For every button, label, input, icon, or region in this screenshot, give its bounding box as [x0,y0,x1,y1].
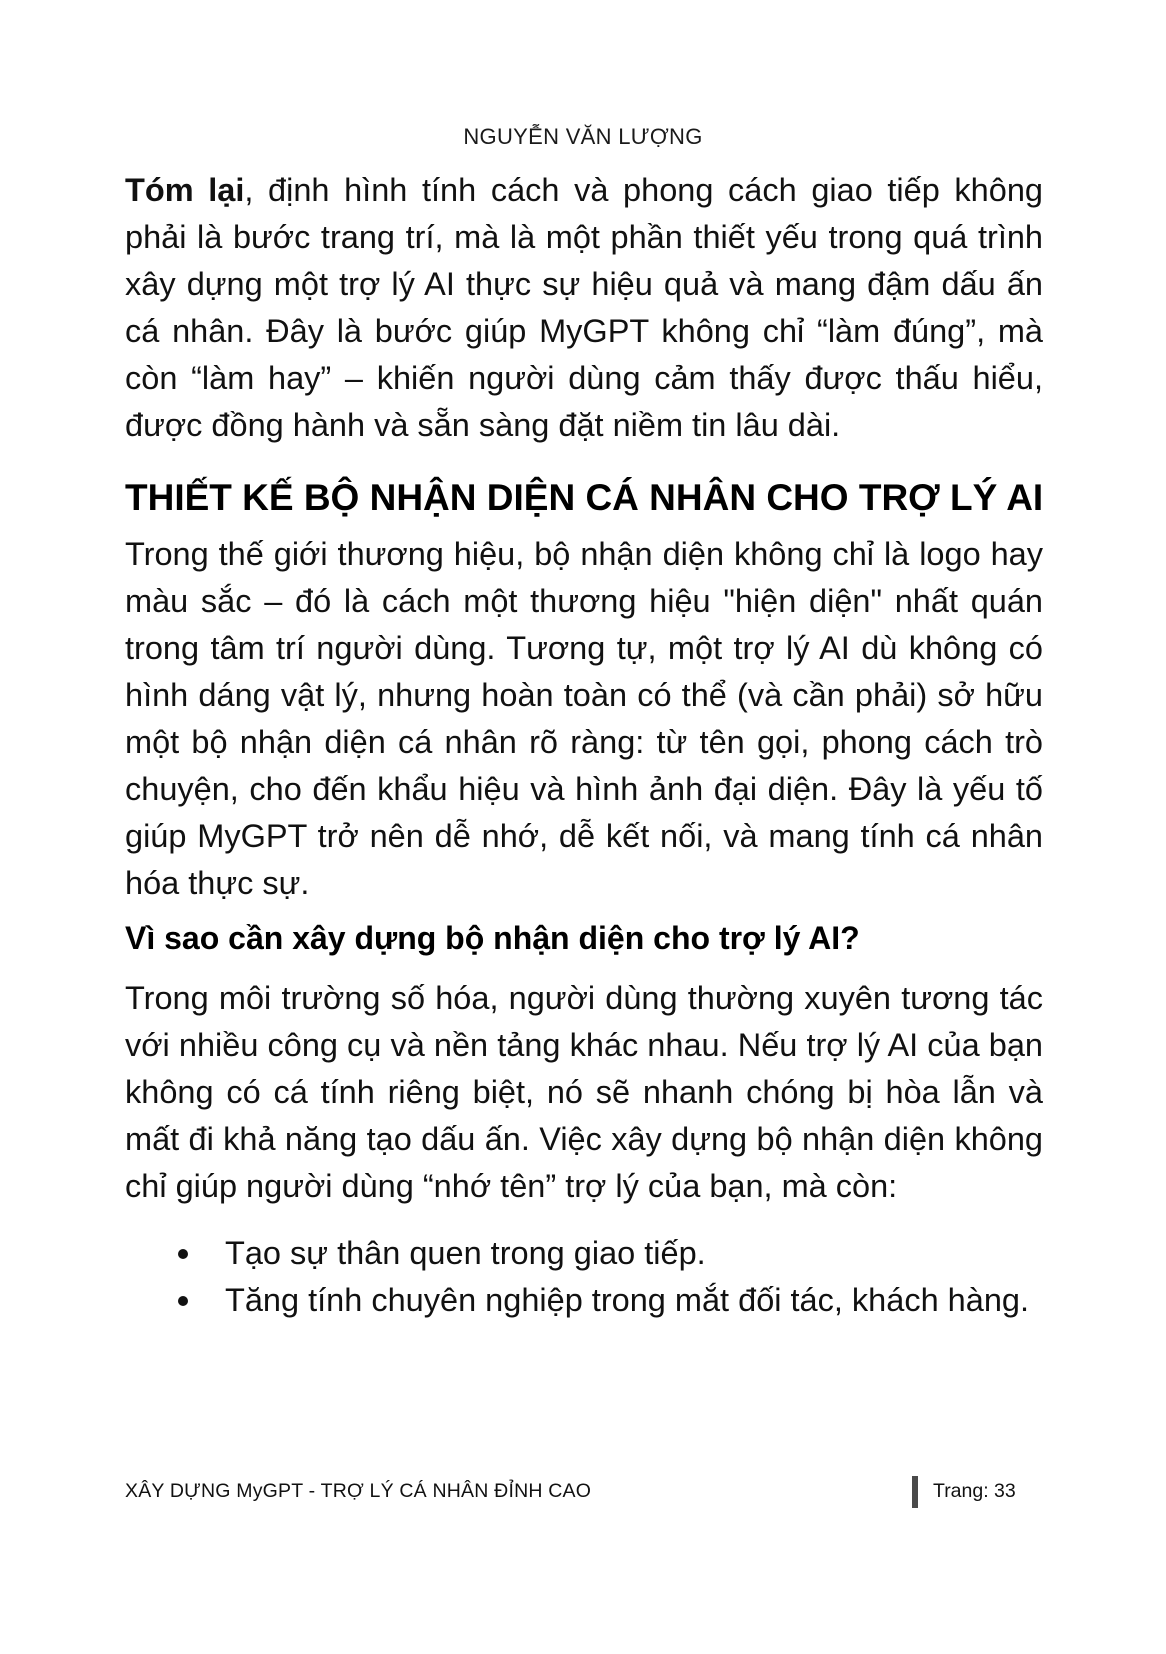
page-content [125,167,1043,1324]
list-item-text: Tăng tính chuyên nghiệp trong mắt đối tác, khách hàng. [225,1282,1030,1318]
section-heading: THIẾT KẾ BỘ NHẬN DIỆN CÁ NHÂN CHO TRỢ LÝ AI [125,477,1044,518]
list-item-text: Tạo sự thân quen trong giao tiếp. [225,1235,706,1271]
running-header-author: NGUYỄN VĂN LƯỢNG [463,124,703,149]
bullet-icon [178,1296,188,1306]
page-footer [125,1476,1043,1508]
subheading-why-identity: Vì sao cần xây dựng bộ nhận diện cho trợ lý AI? [125,920,860,956]
footer-divider-bar [912,1476,918,1508]
list-item [125,1277,1043,1324]
summary-paragraph-text: , định hình tính cách và phong cách giao tiếp không phải là bước trang trí, mà là một phần thiết yếu trong quá trình xây dựng một trợ lý AI thực sự hiệu quả và mang đậm dấu ấn cá nhân. Đây là bước giúp MyGPT không chỉ “làm đúng”, mà còn “làm hay” – khiến người dùng cảm thấy được thấu hiểu, được đồng hành và sẵn sàng đặt niềm tin lâu dài. [125,172,1043,443]
benefits-list [125,1230,1043,1324]
summary-paragraph [125,167,1043,449]
page-number: Trang: 33 [933,1480,1016,1502]
identity-intro-paragraph: Trong thế giới thương hiệu, bộ nhận diện không chỉ là logo hay màu sắc – đó là cách một thương hiệu "hiện diện" nhất quán trong tâm trí người dùng. Tương tự, một trợ lý AI dù không có hình dáng vật lý, nhưng hoàn toàn có thể (và cần phải) sở hữu một bộ nhận diện cá nhân rõ ràng: từ tên gọi, phong cách trò chuyện, cho đến khẩu hiệu và hình ảnh đại diện. Đây là yếu tố giúp MyGPT trở nên dễ nhớ, dễ kết nối, và mang tính cá nhân hóa thực sự. [125,536,1043,901]
footer-book-title: XÂY DỰNG MyGPT - TRỢ LÝ CÁ NHÂN ĐỈNH CAO [125,1480,592,1502]
summary-lead-bold: Tóm lại [125,172,245,208]
bullet-icon [178,1249,188,1259]
list-item [125,1230,1043,1277]
why-identity-paragraph: Trong môi trường số hóa, người dùng thường xuyên tương tác với nhiều công cụ và nền tảng khác nhau. Nếu trợ lý AI của bạn không có cá tính riêng biệt, nó sẽ nhanh chóng bị hòa lẫn và mất đi khả năng tạo dấu ấn. Việc xây dựng bộ nhận diện không chỉ giúp người dùng “nhớ tên” trợ lý của bạn, mà còn: [125,980,1043,1204]
